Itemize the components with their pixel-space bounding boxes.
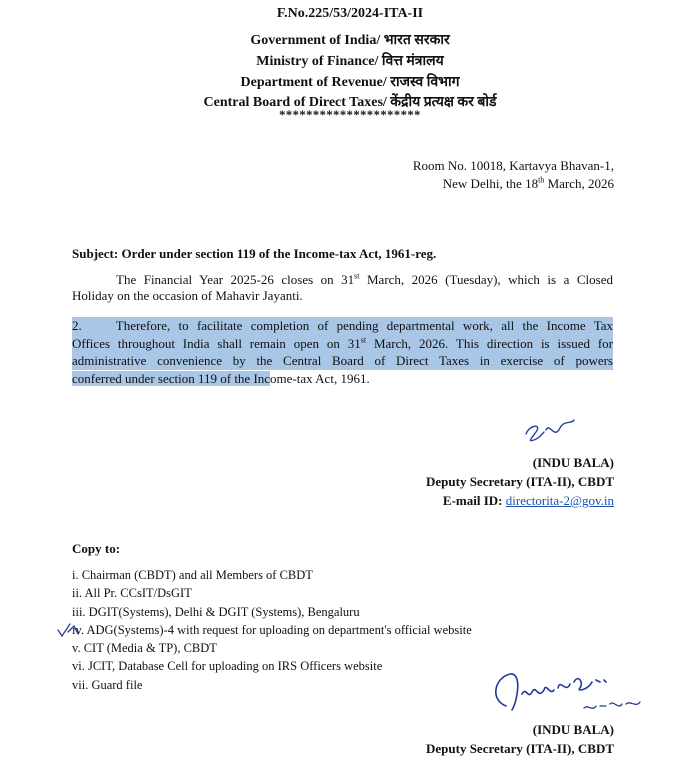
para2-line1-text: Therefore, to facilitate completion of pending departmental work, all the Income Tax <box>115 318 613 333</box>
para2-line2 <box>72 335 613 353</box>
ministry-line: Ministry of Finance/ वित्त मंत्रालय <box>256 54 444 69</box>
list-item: ii. All Pr. CCsIT/DsGIT <box>72 586 192 601</box>
list-item: iii. DGIT(Systems), Delhi & DGIT (Systems), Bengaluru <box>72 604 360 619</box>
para2-line4 <box>72 370 613 388</box>
copy-to-heading: Copy to: <box>72 541 121 556</box>
email-link[interactable]: directorita-2@gov.in <box>505 493 614 508</box>
subject-line: Subject: Order under section 119 of the Income-tax Act, 1961-reg. <box>72 246 437 261</box>
para2-line4-rest: ome-tax Act, 1961. <box>270 370 370 386</box>
email-line <box>443 493 614 509</box>
para1-line1-b: March, 2026 (Tuesday), which is a Closed <box>359 272 613 287</box>
para1-line1 <box>72 272 613 288</box>
para2-number: 2. <box>72 318 82 333</box>
paragraph-1 <box>72 272 613 304</box>
signature-graphic <box>488 660 648 722</box>
government-line: Government of India/ भारत सरकार <box>250 33 450 48</box>
list-item <box>72 621 472 639</box>
top-signatory-designation: Deputy Secretary (ITA-II), CBDT <box>426 474 614 489</box>
board-line: Central Board of Direct Taxes/ केंद्रीय प्रत्यक्ष कर बोर्ड <box>203 95 497 110</box>
para2-line4-highlighted: conferred under section 119 of the Inc <box>72 370 271 386</box>
list-item: vii. Guard file <box>72 677 143 692</box>
para2-line2-sup: st <box>360 335 367 345</box>
header-separator-stars: ********************* <box>279 108 421 122</box>
sd-signature-mark <box>520 418 590 446</box>
para2-line3: administrative convenience by the Central Board of Direct Taxes in exercise of powers <box>72 353 613 368</box>
list-item: i. Chairman (CBDT) and all Members of CBDT <box>72 568 313 582</box>
address-room: Room No. 10018, Kartavya Bhavan-1, <box>412 158 614 173</box>
paragraph-2[interactable] <box>72 317 613 387</box>
para2-line2-b: March, 2026. This direction is issued for <box>366 335 614 351</box>
copy-to-list <box>72 566 472 694</box>
date-suffix: March, 2026 <box>544 176 614 191</box>
para1-line1-a: The Financial Year 2025-26 closes on 31 <box>116 272 355 287</box>
list-item-text: iv. ADG(Systems)-4 with request for uploading on department's official website <box>72 622 472 637</box>
handwritten-signature <box>488 660 648 722</box>
date-prefix: New Delhi, the 18 <box>442 176 539 191</box>
tick-mark-icon <box>56 622 82 638</box>
list-item: v. CIT (Media & TP), CBDT <box>72 641 217 656</box>
department-line: Department of Revenue/ राजस्व विभाग <box>240 75 460 90</box>
date-sup: th <box>538 175 545 185</box>
para1-line2: Holiday on the occasion of Mahavir Jayanti. <box>72 288 303 303</box>
para2-line1 <box>72 317 613 335</box>
email-label: E-mail ID: <box>442 493 506 508</box>
bottom-signatory-name: (INDU BALA) <box>532 722 614 737</box>
para2-line2-a: Offices throughout India shall remain open on 31 <box>72 335 361 351</box>
file-number: F.No.225/53/2024-ITA-II <box>276 6 424 21</box>
address-date <box>443 176 614 192</box>
top-signatory-name: (INDU BALA) <box>532 455 614 470</box>
list-item: vi. JCIT, Database Cell for uploading on IRS Officers website <box>72 659 383 674</box>
bottom-signatory-designation: Deputy Secretary (ITA-II), CBDT <box>426 741 614 756</box>
para1-line1-sup: st <box>354 271 360 281</box>
